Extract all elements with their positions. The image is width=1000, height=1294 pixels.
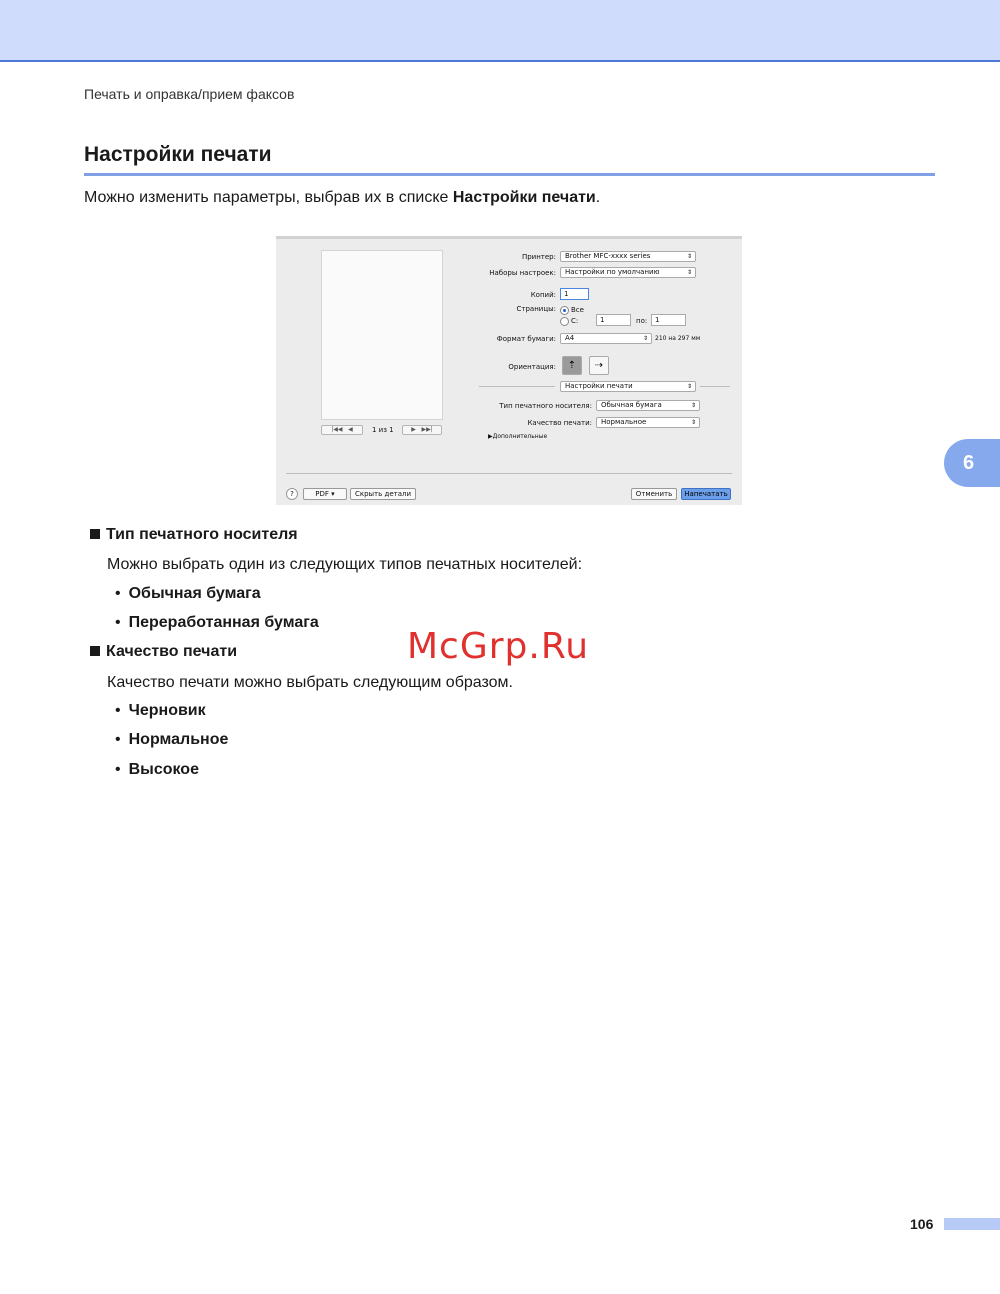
landscape-orientation-button[interactable]: ⇢ [589,356,609,375]
list-item [115,614,319,632]
intro-bold: Настройки печати [452,189,596,206]
bullet-icon: • [115,585,121,602]
paper-size-text: 210 на 297 мм [655,335,701,342]
presets-value: Настройки по умолчанию [565,268,660,276]
presets-select[interactable] [560,267,696,278]
list-item [115,761,199,779]
quality-label: Качество печати: [527,419,592,427]
media-type-select[interactable] [596,400,700,411]
pdf-label: PDF [315,490,329,498]
page-preview [321,250,443,420]
list-item-text: Переработанная бумага [128,614,319,631]
quality-section-text: Качество печати можно выбрать следующим образом. [107,674,513,691]
select-arrows-icon: ⇕ [686,383,692,390]
quality-heading-text: Качество печати [106,643,238,660]
square-bullet-icon [90,646,100,656]
pages-all-label: Все [571,306,584,314]
divider-right [700,386,730,387]
pdf-menu-button[interactable] [303,488,347,500]
breadcrumb: Печать и оправка/прием факсов [84,86,295,102]
advanced-disclosure[interactable] [488,433,547,440]
square-bullet-icon [90,529,100,539]
pages-range-radio[interactable] [560,317,569,326]
media-heading-text: Тип печатного носителя [106,526,298,543]
printer-value: Brother MFC-xxxx series [565,252,651,260]
bullet-icon: • [115,702,121,719]
pages-from-input[interactable]: 1 [596,314,631,326]
intro-end: . [595,189,601,206]
list-item [115,702,206,720]
list-item [115,585,261,603]
portrait-orientation-button[interactable]: ⇡ [562,356,582,375]
watermark: McGrp.Ru [407,626,590,667]
pages-label: Страницы: [516,305,556,313]
orientation-label: Ориентация: [508,363,556,371]
select-arrows-icon: ⇕ [686,253,692,260]
media-section-heading [90,526,298,544]
pages-from-label: С: [571,317,579,325]
paper-select[interactable] [560,333,652,344]
quality-section-heading [90,643,237,661]
chapter-tab: 6 [944,439,1000,487]
advanced-label: Дополнительные [492,433,548,440]
media-section-text: Можно выбрать один из следующих типов печатных носителей: [107,556,583,573]
cancel-button[interactable]: Отменить [631,488,677,500]
pages-all-radio[interactable] [560,306,569,315]
intro-paragraph [84,189,600,207]
printer-select[interactable] [560,251,696,262]
copies-label: Копий: [530,291,556,299]
bullet-icon: • [115,731,121,748]
page-count: 1 из 1 [372,426,394,434]
pages-to-label: по: [636,317,648,325]
page-number: 106 [910,1216,934,1232]
quality-value: Нормальное [601,418,647,426]
intro-text: Можно изменить параметры, выбрав их в списке [84,189,453,206]
bullet-icon: • [115,614,121,631]
pages-to-input[interactable]: 1 [651,314,686,326]
hide-details-button[interactable]: Скрыть детали [350,488,416,500]
panel-select[interactable] [560,381,696,392]
list-item-text: Нормальное [128,731,229,748]
next-last-page-button[interactable]: ▶ ▶▶| [402,425,442,435]
copies-input[interactable]: 1 [560,288,589,300]
select-arrows-icon: ⇕ [690,419,696,426]
preview-pager [321,425,441,435]
header-band [0,0,1000,62]
disclosure-triangle-icon: ▶ [488,433,493,440]
list-item [115,731,228,749]
list-item-text: Обычная бумага [128,585,261,602]
page-title: Настройки печати [84,143,272,166]
print-button[interactable]: Напечатать [681,488,731,500]
help-button[interactable]: ? [286,488,298,500]
list-item-text: Высокое [128,761,199,778]
printer-label: Принтер: [521,253,556,261]
footer-bar [944,1218,1000,1230]
presets-label: Наборы настроек: [489,269,556,277]
panel-value: Настройки печати [565,382,633,390]
select-arrows-icon: ⇕ [642,335,648,342]
print-dialog [276,236,742,505]
media-type-label: Тип печатного носителя: [499,402,592,410]
first-prev-page-button[interactable]: |◀◀ ◀ [321,425,363,435]
paper-label: Формат бумаги: [496,335,556,343]
quality-select[interactable] [596,417,700,428]
list-item-text: Черновик [128,702,206,719]
media-type-value: Обычная бумага [601,401,662,409]
title-underline [84,173,935,176]
select-arrows-icon: ⇕ [686,269,692,276]
dropdown-arrow-icon: ▾ [331,490,335,498]
select-arrows-icon: ⇕ [690,402,696,409]
bullet-icon: • [115,761,121,778]
divider-left [479,386,555,387]
footer-divider [286,473,732,474]
paper-value: A4 [565,334,575,342]
